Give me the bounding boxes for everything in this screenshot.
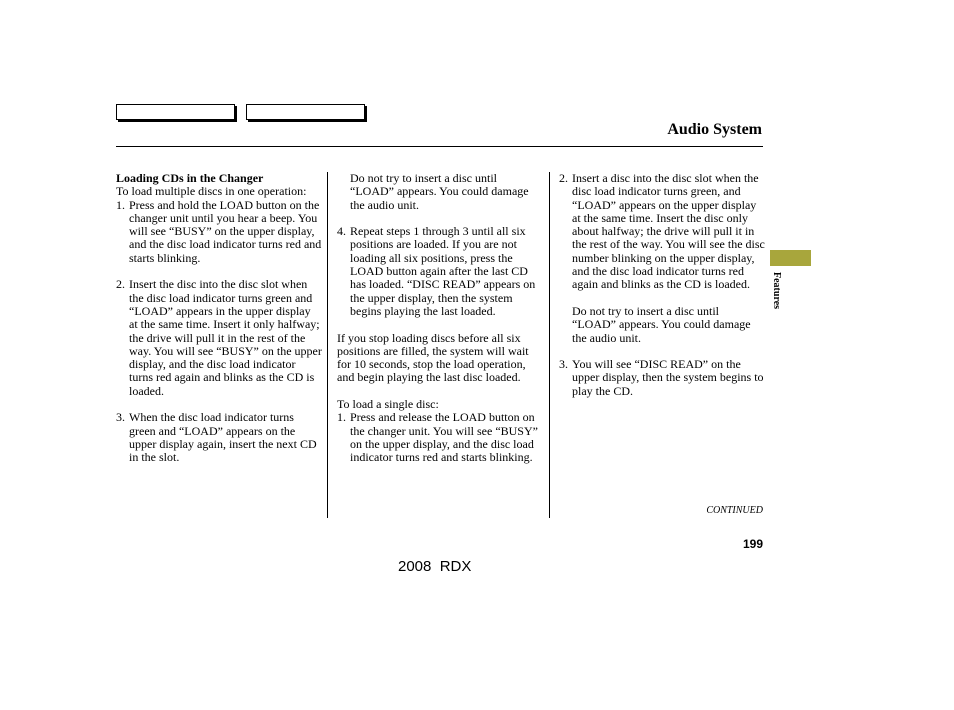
step-number: 2.: [116, 277, 125, 292]
intro-text: To load a single disc:: [337, 397, 439, 412]
column-2: [337, 172, 543, 465]
section-title: Audio System: [667, 121, 762, 138]
step-text: Insert a disc into the disc slot when the disc load indicator turns green, and “LOAD” appears on the upper display at the same time. Insert the disc only about halfway; the drive will pull it in the rest of the way. You will see the disc number blinking on the upper display, and the disc load indicator turns red again and blinks as the CD is loaded.: [572, 171, 765, 292]
step-item: [559, 358, 765, 398]
intro-text: To load multiple discs in one operation:: [116, 184, 307, 199]
column-divider-2: [549, 172, 550, 518]
column-1: [116, 172, 322, 465]
caution-note: Do not try to insert a disc until “LOAD” appears. You could damage the audio unit.: [572, 303, 751, 345]
step-text: Press and release the LOAD button on the changer unit. You will see “BUSY” on the upper display, and the disc load indicator turns red and starts blinking.: [350, 410, 538, 465]
model-label: 2008 RDX: [398, 558, 472, 575]
step-text: Press and hold the LOAD button on the changer unit until you hear a beep. You will see “BUSY” on the upper display, and the disc load indicator turns red and starts blinking.: [129, 197, 322, 265]
subsection-heading: Loading CDs in the Changer: [116, 171, 264, 185]
step-number: 1.: [116, 197, 125, 212]
step-number: 4.: [337, 224, 346, 239]
step-text: You will see “DISC READ” on the upper display, then the system begins to play the CD.: [572, 357, 764, 398]
caution-note: Do not try to insert a disc until “LOAD” appears. You could damage the audio unit.: [350, 171, 529, 212]
step-item: [116, 411, 322, 464]
nav-button-2[interactable]: [246, 104, 365, 120]
section-tab-marker[interactable]: [770, 250, 811, 266]
step-text: Repeat steps 1 through 3 until all six positions are loaded. If you are not loading all six positions, press the LOAD button again after the last CD has loaded. “DISC READ” appears on the upper display, then the system begins playing the last loaded.: [350, 224, 536, 318]
step-number: 3.: [559, 357, 568, 372]
continued-label: CONTINUED: [706, 505, 763, 516]
column-3: [559, 172, 765, 398]
step-number: 3.: [116, 410, 125, 425]
nav-button-1[interactable]: [116, 104, 235, 120]
side-tab-label: Features: [771, 272, 782, 310]
step-item: [337, 225, 543, 318]
step-item: [116, 278, 322, 398]
title-rule: [116, 146, 763, 147]
paragraph: If you stop loading discs before all six positions are filled, the system will wait for 10 seconds, stop the load operation, and begin playing the last disc loaded.: [337, 330, 529, 385]
column-divider-1: [327, 172, 328, 518]
page-number: 199: [742, 537, 763, 551]
step-number: 1.: [337, 410, 346, 425]
step-item: [337, 411, 543, 464]
step-number: 2.: [559, 171, 568, 185]
step-item: [559, 172, 765, 292]
step-text: Insert the disc into the disc slot when the disc load indicator turns green and “LOAD” appears in the upper display at the same time. Insert it only halfway; the drive will pull it in the rest of the way. You will see “BUSY” on the upper display, and the disc load indicator turns red again and blinks as the CD is loaded.: [129, 277, 322, 398]
step-text: When the disc load indicator turns green and “LOAD” appears on the upper display again, insert the next CD in the slot.: [129, 410, 317, 465]
step-item: [116, 199, 322, 265]
